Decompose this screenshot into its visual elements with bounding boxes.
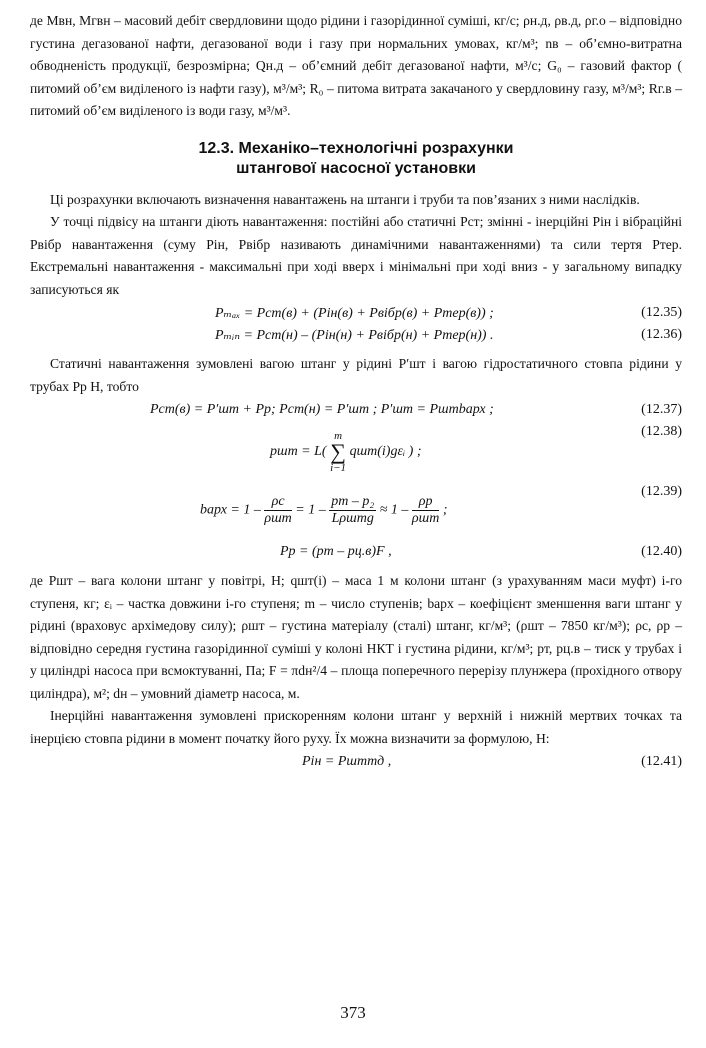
page [30,10,682,776]
equation-end: ; [442,502,448,518]
equation-number: (12.41) [641,754,682,769]
equation-12-38 [30,424,682,484]
equation-number: (12.40) [641,544,682,559]
fraction-numerator: ρс [264,494,291,511]
page-number: 373 [340,1003,366,1022]
equation-lhs: bарх = 1 – [200,502,261,518]
equation-formula: Pст(в) = P′шт + Pр; Pст(н) = P′шт ; P′шт = Pштbарх ; [150,402,494,417]
equation-number: (12.38) [641,424,682,439]
fraction-3 [412,494,439,527]
equation-formula: Pₘᵢₙ = Pст(н) – (Pін(н) + Pвібр(н) + Pтер(н)) . [215,328,494,343]
fraction-denominator: Lρштg [331,511,374,526]
equation-12-35 [30,305,682,327]
fraction-denominator: ρшт [264,511,292,526]
fraction-2 [329,494,376,527]
section-title-line1: 12.3. Механіко–технологічні розрахунки [198,139,514,157]
equation-number: (12.35) [641,305,682,320]
paragraph-4: де Pшт – вага колони штанг у повітрі, H; qшт(i) – маса 1 м колони штанг (з урахуванням маси муфт) i-го ступеня, кг; εᵢ – частка довжини i-го ступеня; m – число ступенів; bарх – коефіцієнт зменшення ваги штанг у рідині (враховус архімедову силу); ρшт – густина матеріалу (сталі) штанг, кг/м³; (ρшт – 7850 кг/м³); ρс, ρр – відповідно середня густина газорідинної суміші у колоні НКТ і густина рідини, кг/м³; pт, pц.в – тиск у трубах і у циліндрі насоса при всмоктуванні, Па; F = πdн²/4 – площа поперечного перерізу плунжера (прохідного отвору циліндра), м²; dн – умовний діаметр насоса, м. [30,573,682,701]
equation-12-40 [30,544,682,566]
paragraph-3: Статичні навантаження зумовлені вагою штанг у рідині P′шт і вагою гідростатичного стовпа рідини у трубах Pр H, тобто [30,356,682,394]
equation-12-41 [30,754,682,776]
sum-symbol: m ∑ i−1 [330,430,347,474]
sum-upper: m [334,430,343,442]
equation-12-39 [30,484,682,544]
equation-formula: Pін = Pштmд , [302,754,392,769]
fraction-numerator: pт – p₂ [331,494,375,509]
paragraph-1: Ці розрахунки включають визначення навантажень на штанги і труби та пов’язаних з ними наслідків. [50,191,640,207]
section-heading [30,139,682,179]
equation-number: (12.37) [641,402,682,417]
equation-lhs: pшт = L( [270,444,327,460]
paragraph-2: У точці підвісу на штанги діють навантаження: постійні або статичні Pст; змінні - інерційні Pін і вібраційні Pвібр навантаження (суму Pін, Pвібр називають динамічними навантаженнями) та сили тертя Pтер. Екстремальні навантаження - максимальні при ході вверх і мінімальні при ході вниз - у загальному випадку записуються як [30,214,682,297]
sum-lower: i−1 [330,462,347,474]
equation-rhs: qшт(i)gεᵢ ) ; [349,444,422,460]
fraction-1 [264,494,291,527]
paragraph-5: Інерційні навантаження зумовлені прискоренням колони штанг у верхній і нижній мертвих точках та інерцією стовпа рідини в момент початку його руху. Їх можна визначити за формулою, H: [30,708,682,746]
fraction-numerator: ρр [412,494,439,511]
fraction-denominator: ρшт [411,511,440,526]
equation-mid2: ≈ 1 – [379,502,409,518]
equation-12-37 [30,402,682,424]
equation-12-36 [30,327,682,349]
equation-formula: Pₘₐₓ = Pст(в) + (Pін(в) + Pвібр(в) + Pтер(в)) ; [215,306,494,321]
section-title-line2: штангової насосної установки [236,159,476,177]
intro-paragraph: де Mвн, Mгвн – масовий дебіт свердловини щодо рідини і газорідинної суміші, кг/с; ρн.д, ρв.д, ρг.о – відповідно густина дегазованої нафти, дегазованої води і газу при нормальних умовах, кг/м³; nв – об’ємно-витратна обводненість продукції, безрозмірна; Qн.д – об’ємний дебіт дегазованої нафти, м³/с; G₀ – газовий фактор ( питомий об’єм виділеного із нафти газу), м³/м³; R₀ – питома витрата закачаного у свердловину газу, м³/м³; Rг.в – питомий об’єм виділеного із води газу, м³/м³. [30,13,682,118]
equation-formula: Pр = (pт – pц.в)F , [280,544,392,559]
equation-number: (12.39) [641,484,682,499]
equation-mid: = 1 – [295,502,326,518]
equation-number: (12.36) [641,327,682,342]
